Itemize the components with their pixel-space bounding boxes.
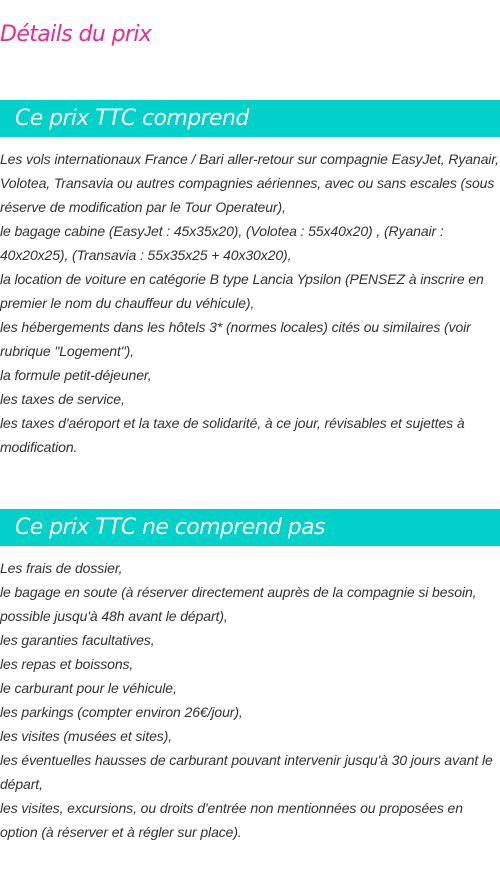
includes-item: la location de voiture en catégorie B type Lancia Ypsilon (PENSEZ à inscrire en premier le nom du chauffeur du véhicule),: [0, 271, 484, 311]
excludes-item: les éventuelles hausses de carburant pouvant intervenir jusqu'à 30 jours avant le départ,: [0, 752, 493, 792]
excludes-item: les visites (musées et sites),: [0, 728, 173, 744]
excludes-heading: Ce prix TTC ne comprend pas: [15, 514, 325, 540]
excludes-item: les parkings (compter environ 26€/jour),: [0, 704, 243, 720]
includes-item: les taxes de service,: [0, 391, 125, 407]
excludes-item: les repas et boissons,: [0, 656, 134, 672]
excludes-item: le carburant pour le véhicule,: [0, 680, 177, 696]
excludes-item: les visites, excursions, ou droits d'entrée non mentionnées ou proposées en option (à réserver et à régler sur place).: [0, 800, 463, 840]
includes-item: la formule petit-déjeuner,: [0, 367, 152, 383]
excludes-item: le bagage en soute (à réserver directement auprès de la compagnie si besoin, possible jusqu'à 48h avant le départ),: [0, 584, 477, 624]
page-title: Détails du prix: [0, 22, 152, 47]
excludes-item: les garanties facultatives,: [0, 632, 155, 648]
includes-item: Les vols internationaux France / Bari aller-retour sur compagnie EasyJet, Ryanair, Volotea, Transavia ou autres compagnies aériennes, avec ou sans escales (sous réserve de modification par le Tour Operateur),: [0, 151, 499, 215]
includes-item: les taxes d'aéroport et la taxe de solidarité, à ce jour, révisables et sujettes à modification.: [0, 415, 465, 455]
excludes-section-header: [0, 509, 500, 546]
includes-item: le bagage cabine (EasyJet : 45x35x20), (Volotea : 55x40x20) , (Ryanair : 40x20x25), (Transavia : 55x35x25 + 40x30x20),: [0, 223, 444, 263]
includes-item: les hébergements dans les hôtels 3* (normes locales) cités ou similaires (voir rubrique "Logement"),: [0, 319, 471, 359]
excludes-item: Les frais de dossier,: [0, 560, 123, 576]
includes-section-header: [0, 100, 500, 137]
includes-heading: Ce prix TTC comprend: [15, 105, 249, 131]
includes-list: [0, 147, 500, 459]
excludes-list: [0, 556, 500, 844]
